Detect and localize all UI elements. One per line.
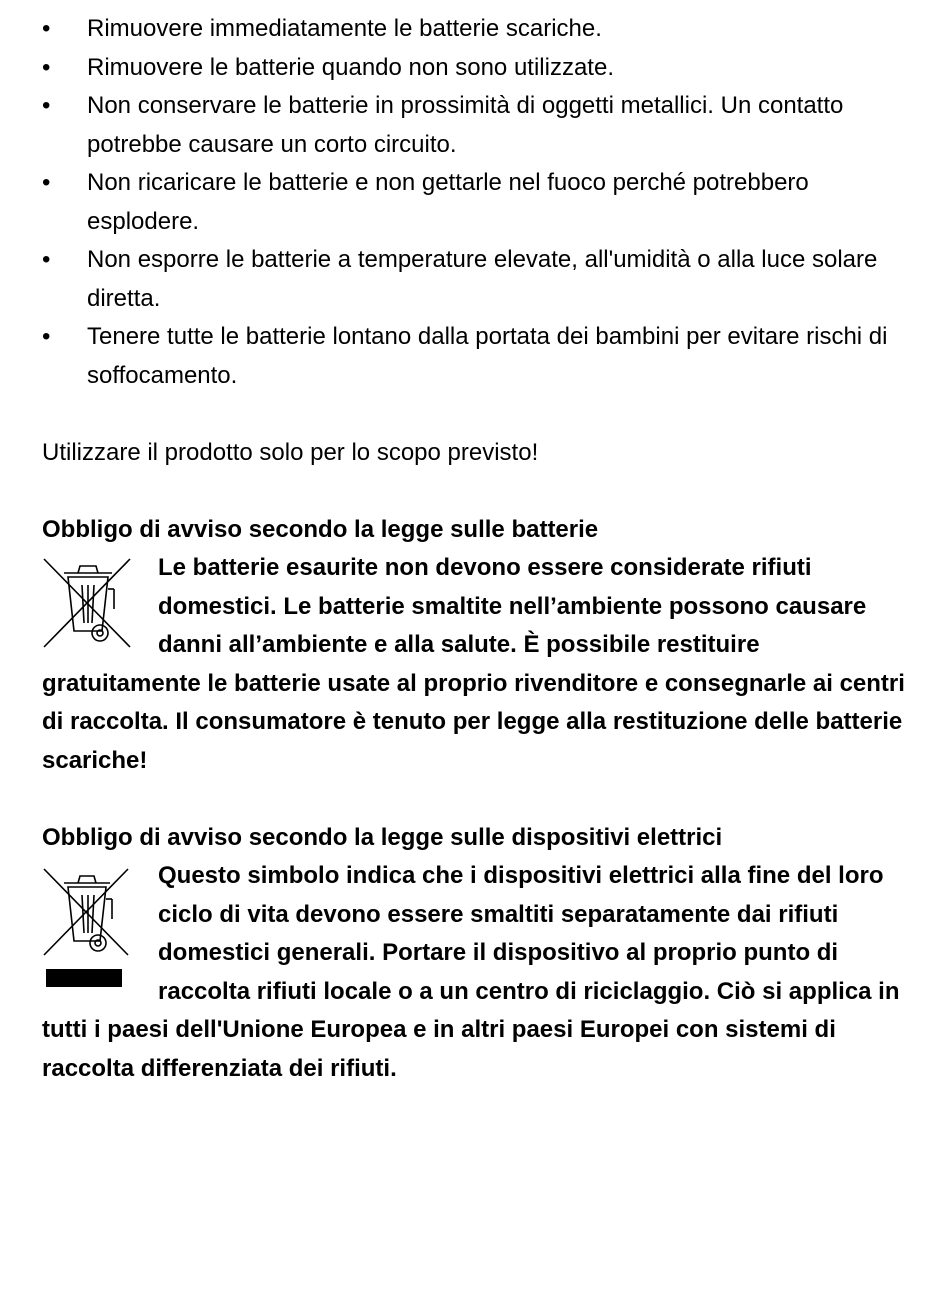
bullet-point: • xyxy=(42,92,51,119)
device-disposal-notice xyxy=(42,857,910,1088)
battery-section-heading: Obbligo di avviso secondo la legge sulle batterie xyxy=(42,516,599,543)
list-item-text: Non esporre le batterie a temperature elevate, all'umidità o alla luce solare diretta. xyxy=(87,246,878,312)
list-item xyxy=(0,318,950,395)
list-item-text: Non conservare le batterie in prossimità di oggetti metallici. Un contatto potrebbe causare un corto circuito. xyxy=(87,92,844,158)
list-item xyxy=(0,49,950,88)
bullet-point: • xyxy=(42,53,51,81)
list-item-text: Rimuovere le batterie quando non sono utilizzate. xyxy=(87,53,614,81)
list-item xyxy=(0,87,950,164)
battery-disposal-text: Le batterie esaurite non devono essere considerate rifiuti domestici. Le batterie smaltite nell’ambiente possono causare danni all’ambiente e alla salute. È possibile restituire gratuitamente le batterie usate al proprio rivenditore e consegnarle ai centri di raccolta. Il consumatore è tenuto per legge alla restituzione delle batterie scariche! xyxy=(42,554,905,774)
bullet-point: • xyxy=(42,15,51,42)
device-section-heading: Obbligo di avviso secondo la legge sulle dispositivi elettrici xyxy=(42,824,723,851)
crossed-out-wheeled-bin-with-bar-icon xyxy=(42,857,156,1007)
list-item-text: Tenere tutte le batterie lontano dalla portata dei bambini per evitare rischi di soffocamento. xyxy=(87,323,888,389)
list-item xyxy=(0,10,950,49)
battery-safety-list xyxy=(0,10,950,395)
crossed-out-wheeled-bin-icon xyxy=(42,549,156,659)
battery-disposal-notice xyxy=(42,549,910,780)
list-item xyxy=(0,241,950,318)
intended-use-note: Utilizzare il prodotto solo per lo scopo previsto! xyxy=(42,439,539,466)
bullet-point: • xyxy=(42,246,51,273)
list-item-text: Rimuovere immediatamente le batterie scariche. xyxy=(87,15,602,42)
list-item-text: Non ricaricare le batterie e non gettarle nel fuoco perché potrebbero esplodere. xyxy=(87,169,809,235)
list-item xyxy=(0,164,950,241)
device-disposal-text: Questo simbolo indica che i dispositivi elettrici alla fine del loro ciclo di vita devono essere smaltiti separatamente dai rifiuti domestici generali. Portare il dispositivo al proprio punto di raccolta rifiuti locale o a un centro di riciclaggio. Ciò si applica in tutti i paesi dell'Unione Europea e in altri paesi Europei con sistemi di raccolta differenziata dei rifiuti. xyxy=(42,862,900,1082)
bullet-point: • xyxy=(42,169,51,196)
bullet-point: • xyxy=(42,323,51,350)
